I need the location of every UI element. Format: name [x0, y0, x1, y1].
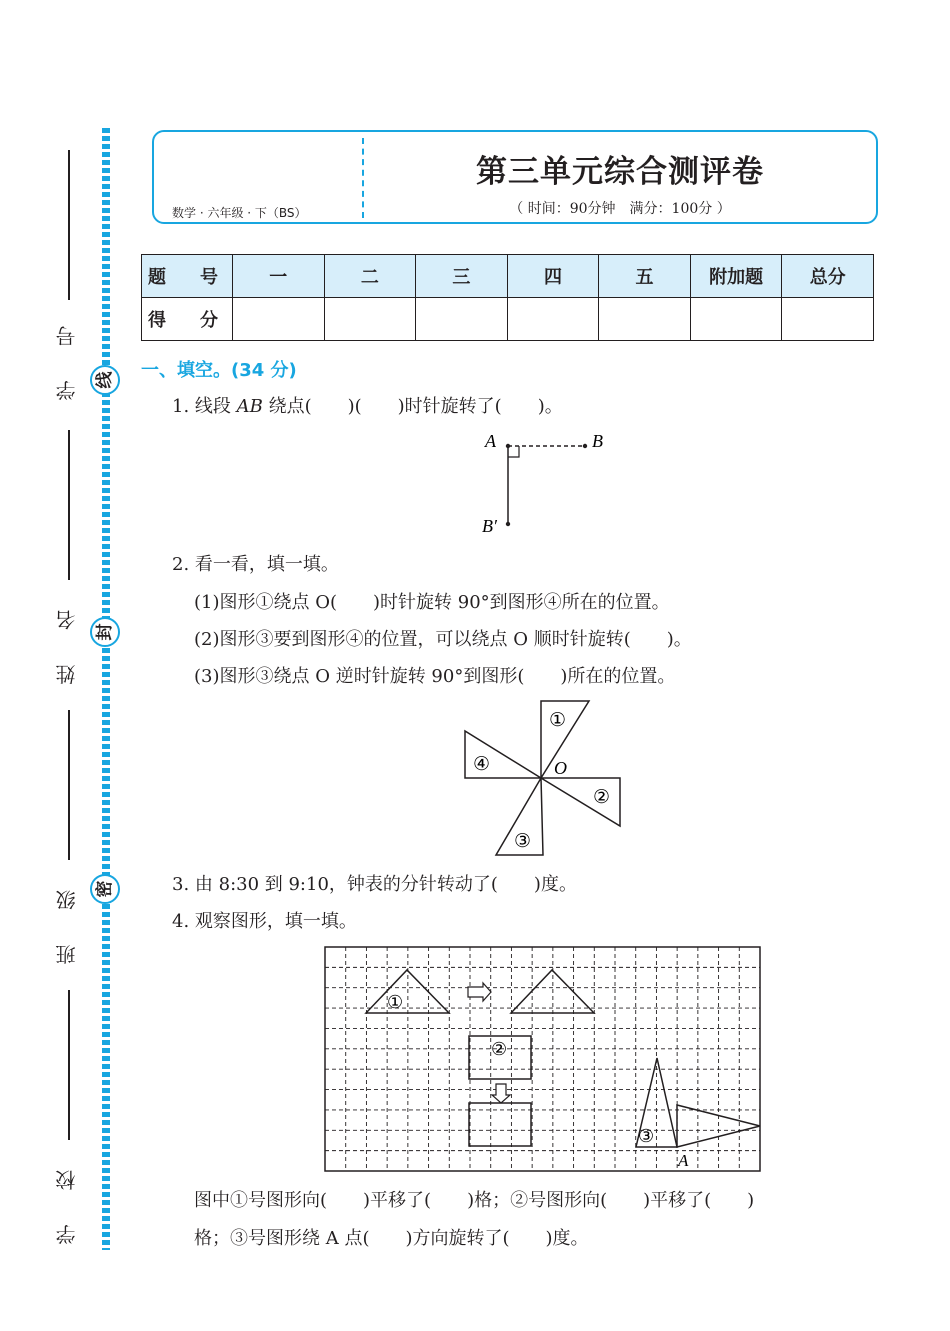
question-2-sub1: (1)图形①绕点 O( )时针旋转 90°到图形④所在的位置。 [194, 592, 670, 613]
q1-text-b: 绕点( )( )时针旋转了( )。 [262, 396, 563, 417]
grid-label-a: A [678, 1151, 689, 1170]
label-3: ③ [514, 830, 532, 852]
question-2-title: 2. 看一看，填一填。 [172, 554, 339, 575]
label-2: ② [593, 786, 611, 808]
question-2-sub3: (3)图形③绕点 O 逆时针旋转 90°到图形( )所在的位置。 [194, 666, 676, 687]
label-4: ④ [473, 753, 491, 775]
label-b: B [592, 431, 603, 451]
score-header-cell: 五 [599, 255, 691, 298]
question-2-sub2: (2)图形③要到图形④的位置，可以绕点 O 顺时针旋转( )。 [194, 629, 692, 650]
right-arrow-icon [468, 983, 491, 1001]
label-bp: B′ [482, 516, 497, 536]
time-info: （ 时间：90分钟 满分：100分 ） [509, 201, 731, 217]
grid-label-3: ③ [638, 1126, 655, 1147]
score-header-cell: 四 [507, 255, 599, 298]
grid-label-1: ① [387, 992, 404, 1013]
question-4-line2: 格；③号图形绕 A 点( )方向旋转了( )度。 [194, 1228, 589, 1249]
question-4-line1: 图中①号图形向( )平移了( )格；②号图形向( )平移了( ) [194, 1190, 755, 1211]
score-header-cell: 三 [416, 255, 508, 298]
score-header-cell: 一 [233, 255, 325, 298]
grid-label-2: ② [491, 1039, 508, 1060]
class-label: 班 级 [55, 876, 79, 965]
label-o: O [554, 758, 567, 778]
label-1: ① [549, 709, 567, 731]
school-label: 学 校 [55, 1156, 79, 1245]
section-title: 一、填空。(34 分) [141, 360, 297, 381]
name-label: 姓 名 [55, 596, 79, 685]
seal-char-xian: 线 [90, 365, 120, 395]
score-row-label: 得 分 [142, 298, 233, 341]
student-id-label: 学 号 [55, 312, 79, 401]
label-a: A [485, 431, 496, 451]
score-header-cell: 附加题 [690, 255, 782, 298]
seal-char-feng: 封 [90, 617, 120, 647]
q1-segment: AB [236, 396, 263, 417]
score-header-cell: 二 [324, 255, 416, 298]
seal-char-mi: 密 [90, 874, 120, 904]
down-arrow-icon [492, 1084, 510, 1103]
q1-text-a: 1. 线段 [172, 396, 237, 417]
score-header-cell: 总分 [782, 255, 874, 298]
page-title: 第三单元综合测评卷 [476, 154, 764, 190]
subject-label: 数学 · 六年级 · 下（BS） [172, 206, 307, 220]
question-4-title: 4. 观察图形，填一填。 [172, 911, 357, 932]
score-header-cell: 题 号 [142, 255, 233, 298]
question-3: 3. 由 8:30 到 9:10，钟表的分针转动了( )度。 [172, 874, 577, 895]
shape-2-translated [469, 1103, 531, 1146]
